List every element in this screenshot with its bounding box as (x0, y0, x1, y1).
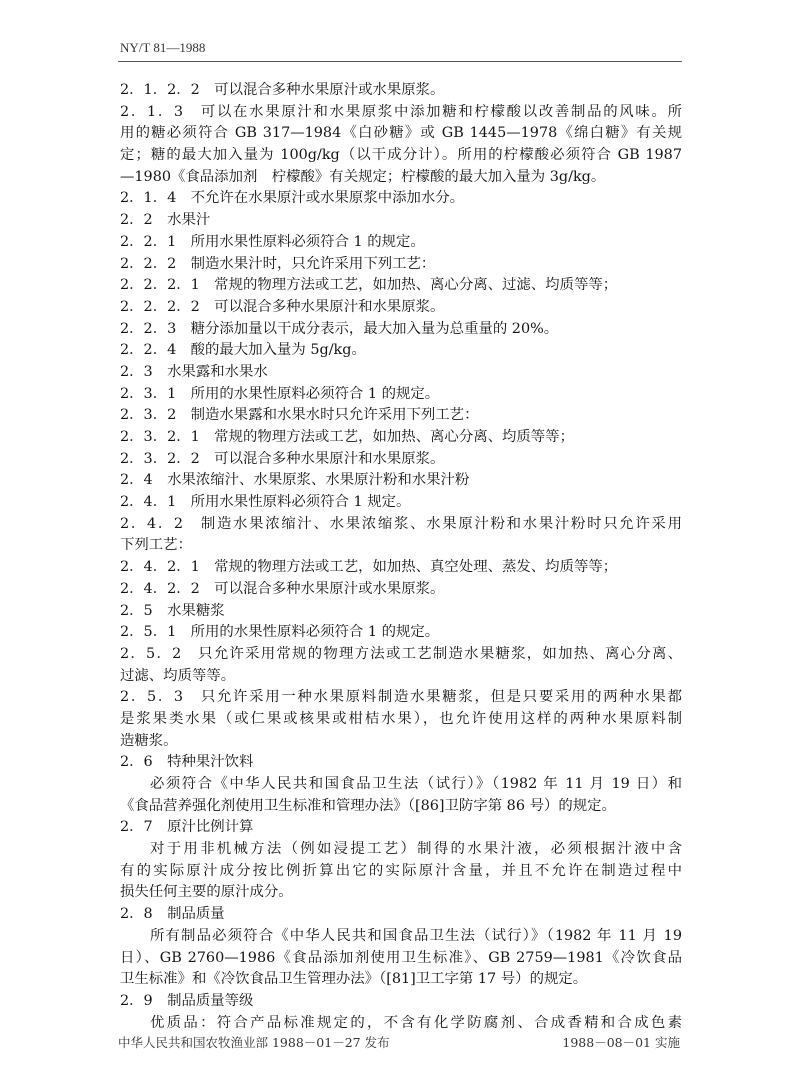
text-line: 2．4．2．1 常规的物理方法或工艺，如加热、真空处理、蒸发、均质等等； (120, 559, 618, 576)
footer-issuer: 中华人民共和国农牧渔业部 1988－01－27 发布 (118, 1035, 390, 1050)
text-line: 2．5 水果糖浆 (120, 602, 225, 619)
text-line: 2．9 制品质量等级 (120, 992, 254, 1009)
text-line: 有的实际原汁成分按比例折算出它的实际原汁含量，并且不允许在制造过程中 (120, 862, 682, 879)
text-line: 2．3 水果露和水果水 (120, 363, 268, 380)
text-line: 2．2．1 所用水果性原料必须符合 1 的规定。 (120, 233, 425, 250)
text-line: 必须符合《中华人民共和国食品卫生法（试行）》（1982 年 11 月 19 日）和 (150, 776, 682, 792)
text-line: 2．4 水果浓缩汁、水果原浆、水果原汁粉和水果汁粉 (120, 472, 470, 489)
text-line: 2．4．2 制造水果浓缩汁、水果浓缩浆、水果原汁粉和水果汁粉时只允许采用 (120, 515, 682, 532)
text-line: 2．5．1 所用的水果性原料必须符合 1 的规定。 (120, 624, 440, 641)
text-line: 2．4．1 所用水果性原料必须符合 1 规定。 (120, 494, 411, 511)
text-line: 2．2．2 制造水果汁时，只允许采用下列工艺： (120, 255, 436, 272)
text-line: 优质品：符合产品标准规定的，不含有化学防腐剂、合成香精和合成色素 (150, 1014, 682, 1031)
text-line: 2．5．2 只允许采用常规的物理方法或工艺制造水果糖浆，如加热、离心分离、 (120, 645, 682, 662)
text-line: 日）、GB 2760—1986《食品添加剂使用卫生标准》、GB 2759—1981《冷饮食品 (120, 949, 682, 966)
text-line: 2．2．3 糖分添加量以干成分表示，最大加入量为总重量的 20%。 (120, 320, 559, 337)
text-line: 2．5．3 只允许采用一种水果原料制造水果糖浆，但是只要采用的两种水果都 (120, 689, 682, 706)
text-line: —1980《食品添加剂 柠檬酸》有关规定；柠檬酸的最大加入量为 3g/kg。 (120, 168, 606, 185)
text-line: 2．2．2．1 常规的物理方法或工艺，如加热、离心分离、过滤、均质等等； (120, 277, 618, 294)
text-line: 2．6 特种果汁饮料 (120, 754, 254, 771)
text-line: 2．3．2．2 可以混合多种水果原汁和水果原浆。 (120, 450, 445, 467)
text-line: 定；糖的最大加入量为 100g/kg（以干成分计）。所用的柠檬酸必须符合 GB 1987 (120, 147, 682, 164)
text-line: 所有制品必须符合《中华人民共和国食品卫生法（试行）》（1982 年 11 月 19 (150, 927, 682, 944)
text-line: 2．7 原汁比例计算 (120, 819, 254, 836)
text-line: 是浆果类水果（或仁果或核果或柑桔水果），也允许使用这样的两种水果原料制 (120, 710, 682, 727)
text-line: 2．1．3 可以在水果原汁和水果原浆中添加糖和柠檬酸以改善制品的风味。所 (120, 103, 682, 120)
text-line: 《食品营养强化剂使用卫生标准和管理办法》（[86]卫防字第 86 号）的规定。 (120, 797, 616, 814)
text-line: 2．2．4 酸的最大加入量为 5g/kg。 (120, 342, 366, 359)
text-line: 造糖浆。 (120, 732, 178, 749)
text-line: 2．2 水果汁 (120, 212, 211, 229)
text-line: 2．3．1 所用的水果性原料必须符合 1 的规定。 (120, 385, 440, 402)
text-line: 用的糖必须符合 GB 317—1984《白砂糖》或 GB 1445—1978《绵白糖》有关规 (120, 125, 682, 142)
header-rule (118, 61, 682, 62)
document-body (120, 80, 682, 1034)
standard-code: NY/T 81—1988 (120, 40, 206, 55)
text-line: 2．1．4 不允许在水果原汁或水果原浆中添加水分。 (120, 190, 465, 207)
text-line: 过滤、均质等等。 (120, 667, 236, 684)
text-line: 2．2．2．2 可以混合多种水果原汁和水果原浆。 (120, 298, 445, 315)
text-line: 下列工艺： (120, 537, 192, 554)
text-line: 2．3．2 制造水果露和水果水时只允许采用下列工艺： (120, 407, 479, 424)
text-line: 2．8 制品质量 (120, 906, 225, 923)
text-line: 2．3．2．1 常规的物理方法或工艺，如加热、离心分离、均质等等； (120, 429, 574, 445)
text-line: 2．1．2．2 可以混合多种水果原汁或水果原浆。 (120, 82, 445, 98)
text-line: 损失任何主要的原汁成分。 (120, 884, 293, 901)
text-line: 卫生标准》和《冷饮食品卫生管理办法》（[81]卫工字第 17 号）的规定。 (120, 971, 588, 988)
text-line: 2．4．2．2 可以混合多种水果原汁或水果原浆。 (120, 580, 445, 597)
footer-implement-date: 1988－08－01 实施 (562, 1035, 680, 1050)
text-line: 对于用非机械方法（例如浸提工艺）制得的水果汁液，必须根据汁液中含 (150, 841, 682, 858)
